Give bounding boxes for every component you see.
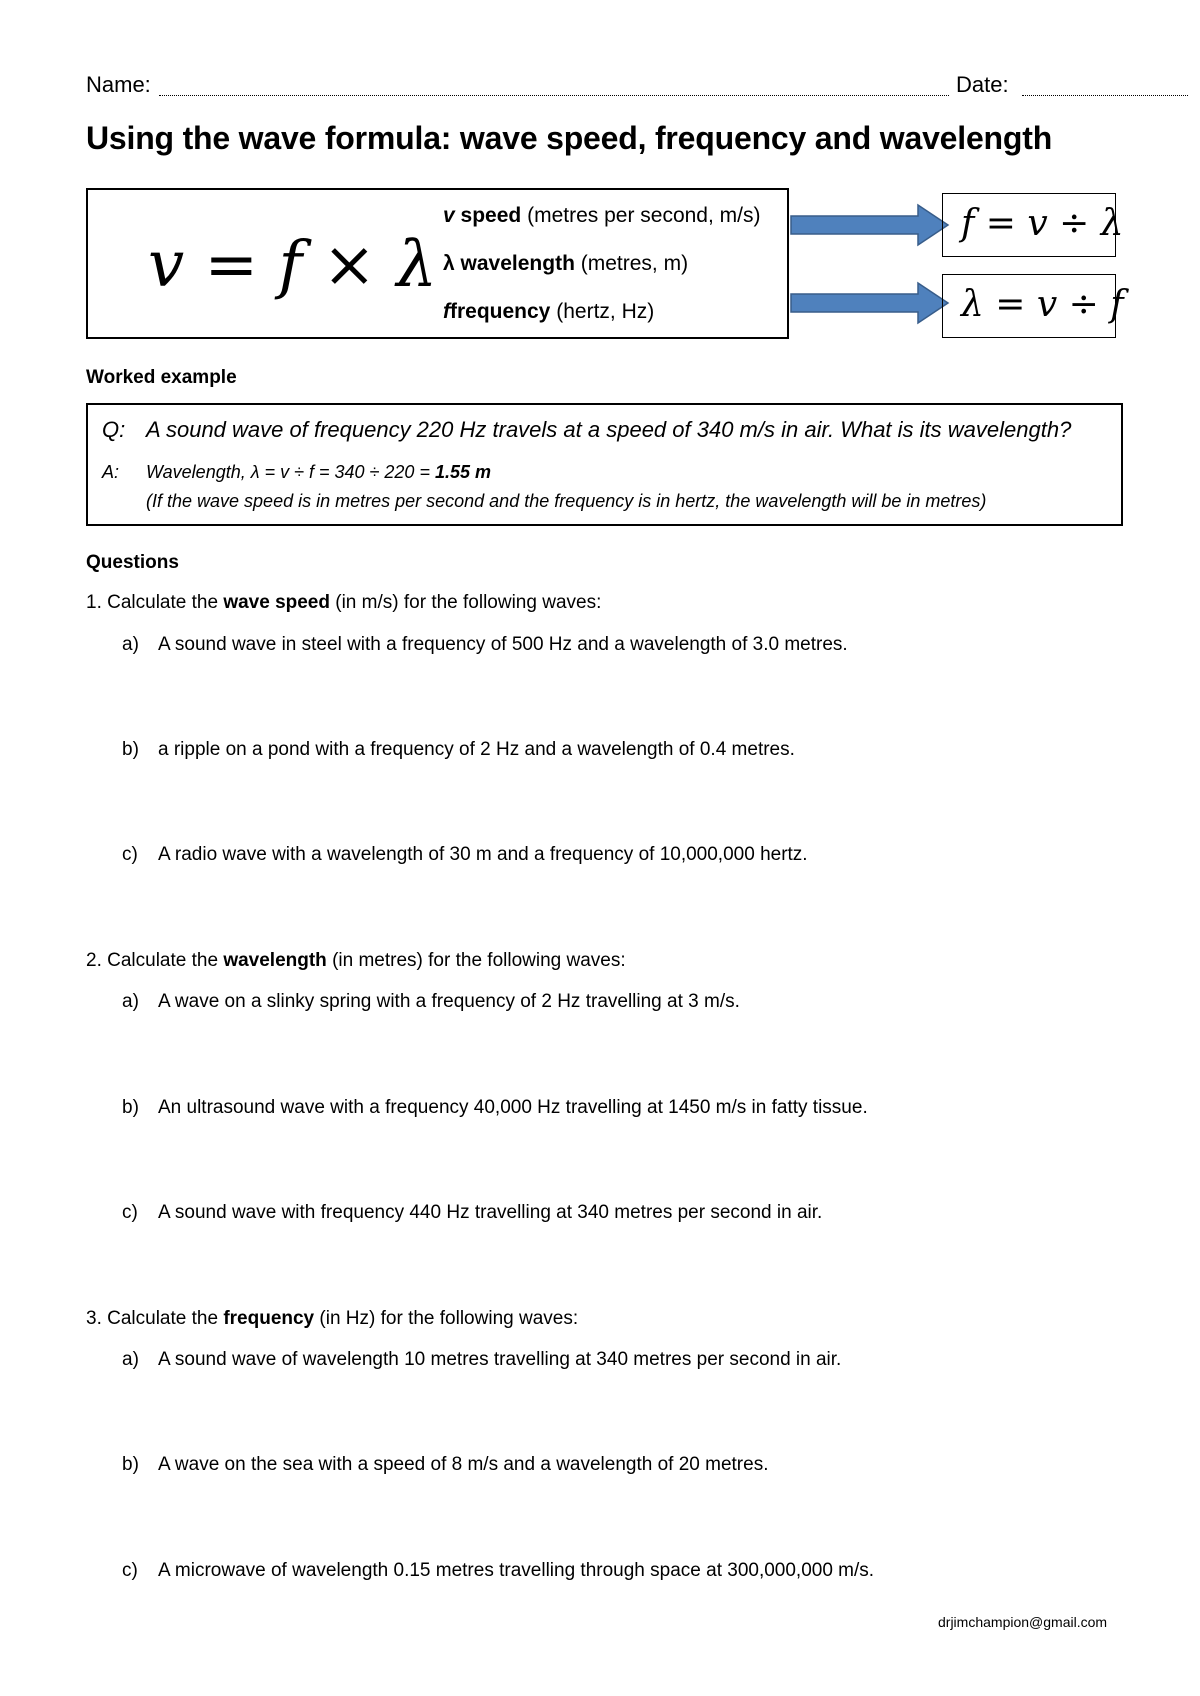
- date-label: Date:: [956, 72, 1009, 97]
- item-letter: b): [122, 1454, 139, 1475]
- question-3: [86, 1308, 578, 1330]
- header: [86, 72, 1106, 104]
- item-letter: c): [122, 844, 138, 865]
- example-answer: [102, 462, 491, 483]
- item-letter: a): [122, 1349, 139, 1370]
- question-keyword: frequency: [223, 1308, 315, 1329]
- question-3a: [122, 1349, 841, 1371]
- arrow-right-icon: [790, 281, 950, 325]
- rearranged-formula-wavelength: λ = v ÷ f: [942, 274, 1116, 338]
- variable-symbol: f: [443, 300, 450, 323]
- question-1: [86, 592, 601, 614]
- variable-unit: (metres per second, m/s): [527, 204, 761, 227]
- variable-row-speed: [443, 200, 760, 248]
- item-letter: b): [122, 739, 139, 760]
- question-2b: [122, 1097, 868, 1119]
- answer-tag: A:: [102, 462, 120, 482]
- item-text: A sound wave of wavelength 10 metres travelling at 340 metres per second in air.: [158, 1349, 842, 1370]
- question-suffix: (in Hz) for the following waves:: [314, 1308, 579, 1329]
- question-keyword: wavelength: [223, 950, 327, 971]
- formula-box: [86, 188, 789, 339]
- question-prefix: 1. Calculate the: [86, 592, 224, 613]
- question-tag: Q:: [102, 417, 126, 442]
- item-text: A wave on the sea with a speed of 8 m/s and a wavelength of 20 metres.: [158, 1454, 769, 1475]
- variable-unit: (hertz, Hz): [556, 300, 655, 323]
- variable-name: wavelength: [460, 252, 575, 275]
- variable-row-wavelength: [443, 248, 760, 296]
- answer-result: 1.55 m: [434, 462, 492, 482]
- worked-example-box: [86, 403, 1123, 526]
- item-letter: b): [122, 1097, 139, 1118]
- questions-heading: Questions: [86, 552, 179, 573]
- item-text: A sound wave in steel with a frequency of 500 Hz and a wavelength of 3.0 metres.: [158, 634, 848, 655]
- question-text: A sound wave of frequency 220 Hz travels at a speed of 340 m/s in air. What is its wavelength?: [146, 417, 1072, 442]
- item-text: A radio wave with a wavelength of 30 m and a frequency of 10,000,000 hertz.: [158, 844, 808, 865]
- example-note: (If the wave speed is in metres per second and the frequency is in hertz, the wavelength will be in metres): [146, 491, 987, 511]
- question-3b: [122, 1454, 768, 1476]
- name-line: [159, 95, 949, 96]
- question-keyword: wave speed: [223, 592, 330, 613]
- question-1a: [122, 634, 848, 656]
- variable-list: [443, 200, 760, 344]
- question-1c: [122, 844, 808, 866]
- rearranged-formula-frequency: f = v ÷ λ: [942, 193, 1116, 257]
- question-3c: [122, 1560, 874, 1582]
- example-question: [102, 417, 1071, 443]
- page-title: Using the wave formula: wave speed, frequency and wavelength: [86, 120, 1053, 156]
- item-letter: c): [122, 1202, 138, 1223]
- variable-symbol: v: [443, 204, 455, 227]
- date-line: [1022, 95, 1188, 96]
- item-text: a ripple on a pond with a frequency of 2 Hz and a wavelength of 0.4 metres.: [158, 739, 795, 760]
- worked-example-heading: Worked example: [86, 367, 237, 388]
- question-1b: [122, 739, 795, 761]
- question-suffix: (in metres) for the following waves:: [326, 950, 626, 971]
- question-prefix: 2. Calculate the: [86, 950, 224, 971]
- variable-symbol: λ: [443, 252, 455, 275]
- footer-email: drjimchampion@gmail.com: [938, 1614, 1108, 1630]
- item-text: A wave on a slinky spring with a frequency of 2 Hz travelling at 3 m/s.: [158, 991, 740, 1012]
- variable-name: frequency: [450, 300, 551, 323]
- arrow-right-icon: [790, 203, 950, 247]
- question-suffix: (in m/s) for the following waves:: [329, 592, 602, 613]
- item-text: A sound wave with frequency 440 Hz travelling at 340 metres per second in air.: [158, 1202, 823, 1223]
- item-letter: c): [122, 1560, 138, 1581]
- item-letter: a): [122, 634, 139, 655]
- answer-working: Wavelength, λ = v ÷ f = 340 ÷ 220 =: [146, 462, 435, 482]
- question-2: [86, 950, 626, 972]
- item-text: An ultrasound wave with a frequency 40,000 Hz travelling at 1450 m/s in fatty tissue.: [158, 1097, 868, 1118]
- variable-unit: (metres, m): [580, 252, 689, 275]
- variable-row-frequency: [443, 296, 760, 344]
- item-letter: a): [122, 991, 139, 1012]
- question-2c: [122, 1202, 822, 1224]
- question-2a: [122, 991, 740, 1013]
- question-prefix: 3. Calculate the: [86, 1308, 224, 1329]
- item-text: A microwave of wavelength 0.15 metres travelling through space at 300,000,000 m/s.: [158, 1560, 875, 1581]
- variable-name: speed: [460, 204, 522, 227]
- name-label: Name:: [86, 72, 151, 97]
- main-formula: v = f × λ: [148, 228, 438, 302]
